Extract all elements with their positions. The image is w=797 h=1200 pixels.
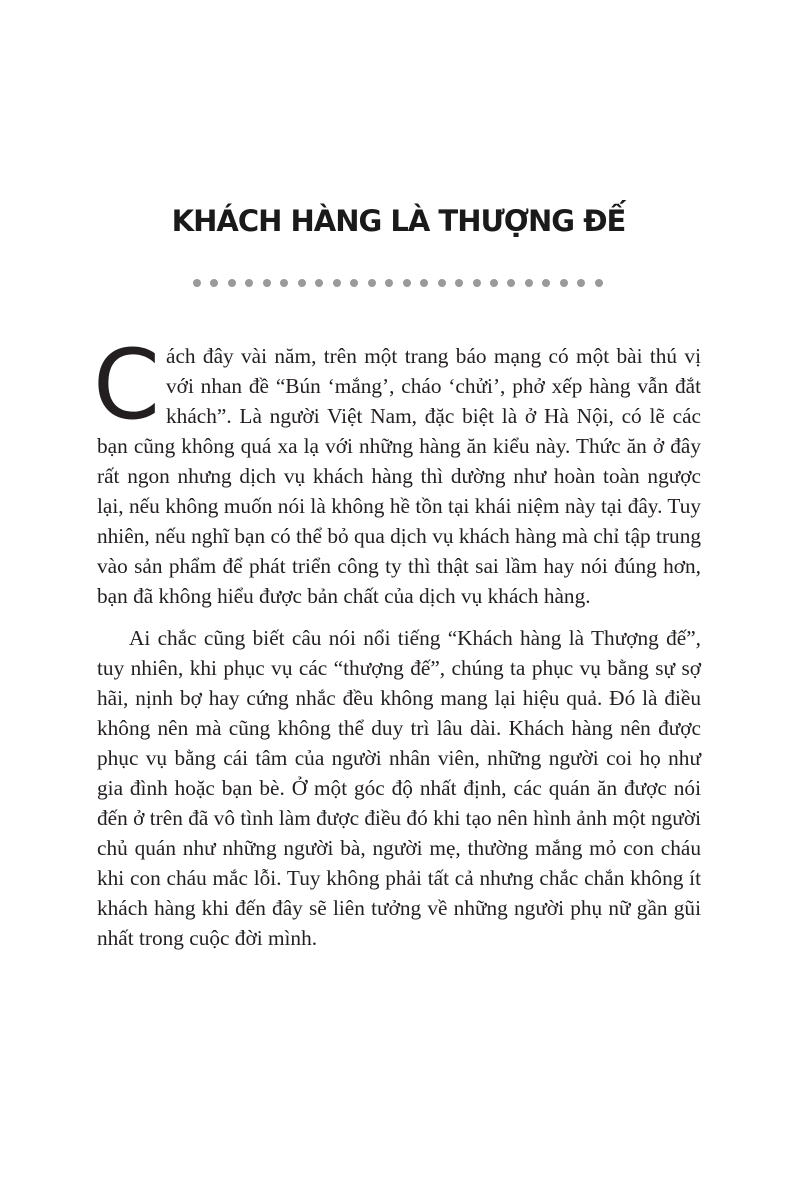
divider-dot <box>333 279 341 287</box>
paragraph-2: Ai chắc cũng biết câu nói nổi tiếng “Khách hàng là Thượng đế”, tuy nhiên, khi phục vụ các “thượng đế”, chúng ta phục vụ bằng sự sợ hãi, nịnh bợ hay cứng nhắc đều không mang lại hiệu quả. Đó là điều không nên mà cũng không thể duy trì lâu dài. Khách hàng nên được phục vụ bằng cái tâm của người nhân viên, những người coi họ như gia đình hoặc bạn bè. Ở một góc độ nhất định, các quán ăn được nói đến ở trên đã vô tình làm được điều đó khi tạo nên hình ảnh một người chủ quán như những người bà, người mẹ, thường mắng mỏ con cháu khi con cháu mắc lỗi. Tuy không phải tất cả nhưng chắc chắn không ít khách hàng khi đến đây sẽ liên tưởng về những người phụ nữ gần gũi nhất trong cuộc đời mình. <box>97 626 701 950</box>
divider-dot <box>368 279 376 287</box>
divider-dot <box>542 279 550 287</box>
divider-dot <box>263 279 271 287</box>
divider-dot <box>298 279 306 287</box>
drop-cap: C <box>93 329 161 441</box>
divider-dot <box>560 279 568 287</box>
divider-dot <box>193 279 201 287</box>
divider-dot <box>385 279 393 287</box>
body-text <box>93 329 701 953</box>
divider-dot <box>438 279 446 287</box>
divider-dot <box>403 279 411 287</box>
divider-dot <box>420 279 428 287</box>
divider-dot <box>595 279 603 287</box>
divider-dot <box>315 279 323 287</box>
divider-dot <box>473 279 481 287</box>
paragraph-1 <box>93 329 701 611</box>
divider-dot <box>350 279 358 287</box>
chapter-title: KHÁCH HÀNG LÀ THƯỢNG ĐẾ <box>171 204 626 238</box>
paragraph-1-text: ách đây vài năm, trên một trang báo mạng có một bài thú vị với nhan đề “Bún ‘mắng’, cháo ‘chửi’, phở xếp hàng vẫn đắt khách”. Là người Việt Nam, đặc biệt là ở Hà Nội, có lẽ các bạn cũng không quá xa lạ với những hàng ăn kiểu này. Thức ăn ở đây rất ngon nhưng dịch vụ khách hàng thì dường như hoàn toàn ngược lại, nếu không muốn nói là không hề tồn tại khái niệm này tại đây. Tuy nhiên, nếu nghĩ bạn có thể bỏ qua dịch vụ khách hàng mà chỉ tập trung vào sản phẩm để phát triển công ty thì thật sai lầm hay nói đúng hơn, bạn đã không hiểu được bản chất của dịch vụ khách hàng. <box>97 344 701 608</box>
divider-dot <box>490 279 498 287</box>
divider-dot <box>455 279 463 287</box>
divider-dot <box>245 279 253 287</box>
divider-dot <box>525 279 533 287</box>
divider-dot <box>228 279 236 287</box>
divider-dot <box>210 279 218 287</box>
divider-dot <box>577 279 585 287</box>
divider-dot <box>280 279 288 287</box>
divider-dot <box>507 279 515 287</box>
dotted-divider <box>193 279 603 289</box>
